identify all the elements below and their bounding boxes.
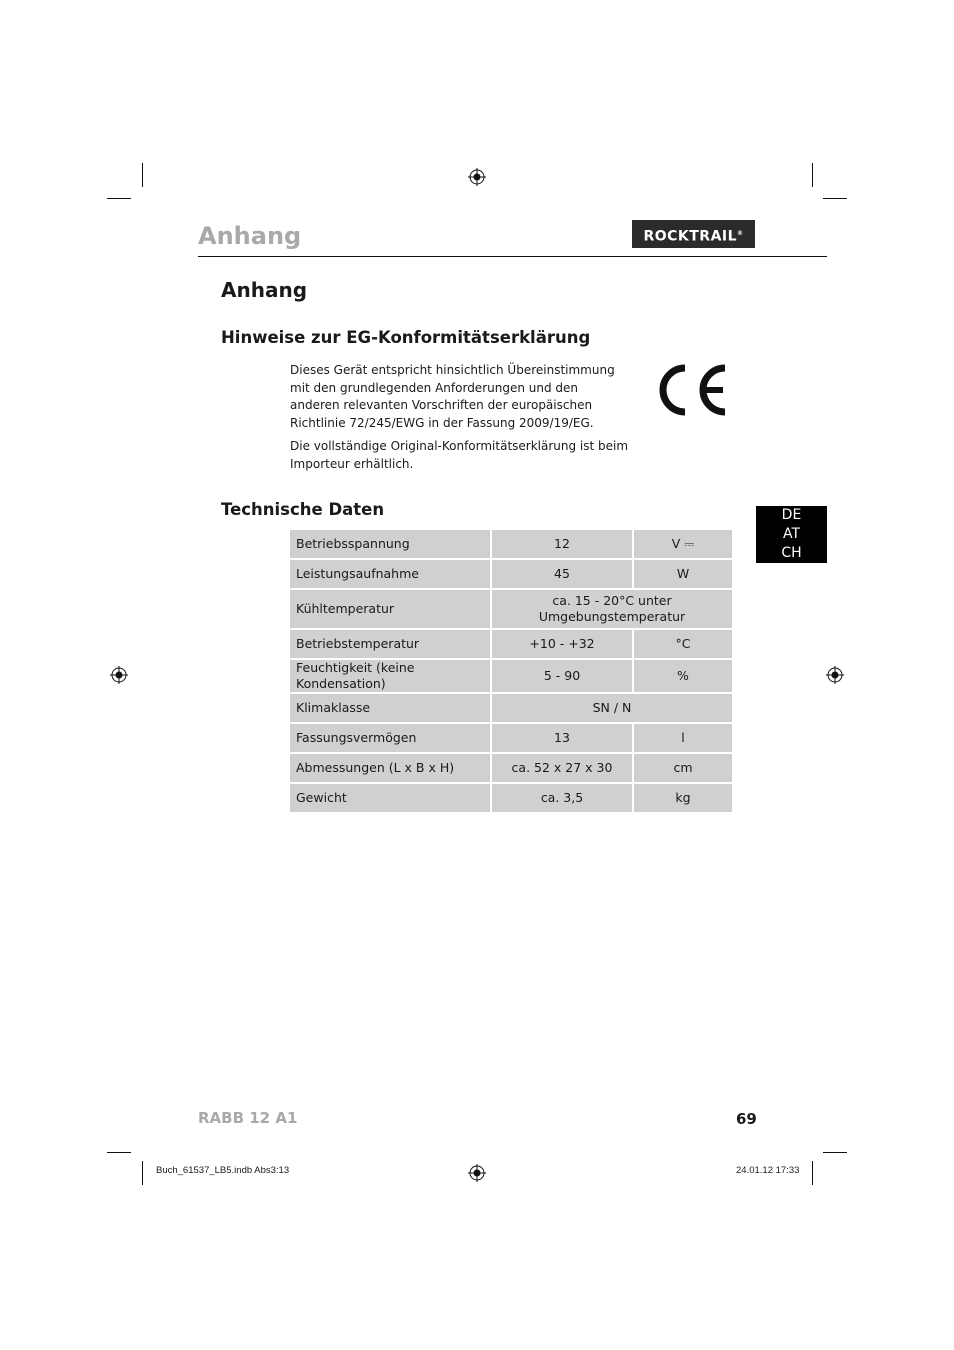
print-slug-file: Buch_61537_LB5.indb Abs3:13 [156,1165,290,1176]
language-code: AT [782,526,801,542]
running-header-title: Anhang [198,222,302,250]
crop-mark [812,1161,813,1185]
tech-data-heading: Technische Daten [221,500,385,519]
language-code: CH [781,545,802,561]
tech-data-table [290,530,732,814]
spec-label: Feuchtigkeit (keine Kondensation) [290,660,492,694]
spec-value: +10 - +32 [492,630,634,660]
conformity-paragraph: Die vollständige Original-Konformitätserklärung ist beim Importeur erhältlich. [290,439,629,471]
crop-mark [812,163,813,187]
crop-mark [823,198,847,199]
spec-value: ca. 3,5 [492,784,634,814]
crop-mark [142,1161,143,1185]
table-row [290,754,732,784]
spec-label: Abmessungen (L x B x H) [290,754,492,784]
table-row [290,530,732,560]
spec-label: Betriebstemperatur [290,630,492,660]
spec-label: Klimaklasse [290,694,492,724]
header-divider [198,256,827,257]
registration-mark-icon [826,666,844,684]
spec-label: Fassungsvermögen [290,724,492,754]
spec-unit: kg [634,784,732,814]
footer-model-number: RABB 12 A1 [198,1109,298,1127]
spec-value: ca. 52 x 27 x 30 [492,754,634,784]
brand-name: ROCKTRAIL [643,228,738,245]
spec-value: 13 [492,724,634,754]
spec-label: Kühltemperatur [290,590,492,630]
brand-logo [632,220,755,248]
spec-unit: cm [634,754,732,784]
crop-mark [107,1152,131,1153]
spec-value: SN / N [492,694,732,724]
crop-mark [142,163,143,187]
crop-mark [107,198,131,199]
spec-label: Betriebsspannung [290,530,492,560]
spec-unit: °C [634,630,732,660]
ce-mark-icon [655,363,729,417]
section-title: Anhang [221,278,308,302]
spec-unit: % [634,660,732,694]
registration-mark-icon [110,666,128,684]
table-row [290,660,732,694]
spec-value: 45 [492,560,634,590]
print-slug-date: 24.01.12 17:33 [736,1165,800,1176]
page-number: 69 [736,1110,757,1128]
table-row [290,694,732,724]
spec-unit: W [634,560,732,590]
brand-registered-mark: ® [737,230,744,237]
spec-label: Leistungsaufnahme [290,560,492,590]
spec-label: Gewicht [290,784,492,814]
spec-unit: l [634,724,732,754]
conformity-heading: Hinweise zur EG-Konformitätserklärung [221,328,591,347]
table-row [290,724,732,754]
language-tab [756,506,827,563]
spec-value: 5 - 90 [492,660,634,694]
table-row [290,784,732,814]
language-code: DE [781,507,802,523]
spec-value-line: Umgebungstemperatur [538,609,686,624]
spec-value [492,590,732,630]
spec-unit: V ⎓ [634,530,732,560]
registration-mark-icon [468,1164,486,1182]
registration-mark-icon [468,168,486,186]
table-row [290,630,732,660]
table-row [290,560,732,590]
crop-mark [823,1152,847,1153]
spec-value: 12 [492,530,634,560]
table-row [290,590,732,630]
conformity-paragraph: Dieses Gerät entspricht hinsichtlich Übereinstimmung mit den grundlegenden Anforderungen und den anderen relevanten Vorschriften der europäischen Richtlinie 72/245/EWG in der Fassung 2009/19/EG. [290,363,615,430]
spec-value-line: ca. 15 - 20°C unter [552,593,672,608]
